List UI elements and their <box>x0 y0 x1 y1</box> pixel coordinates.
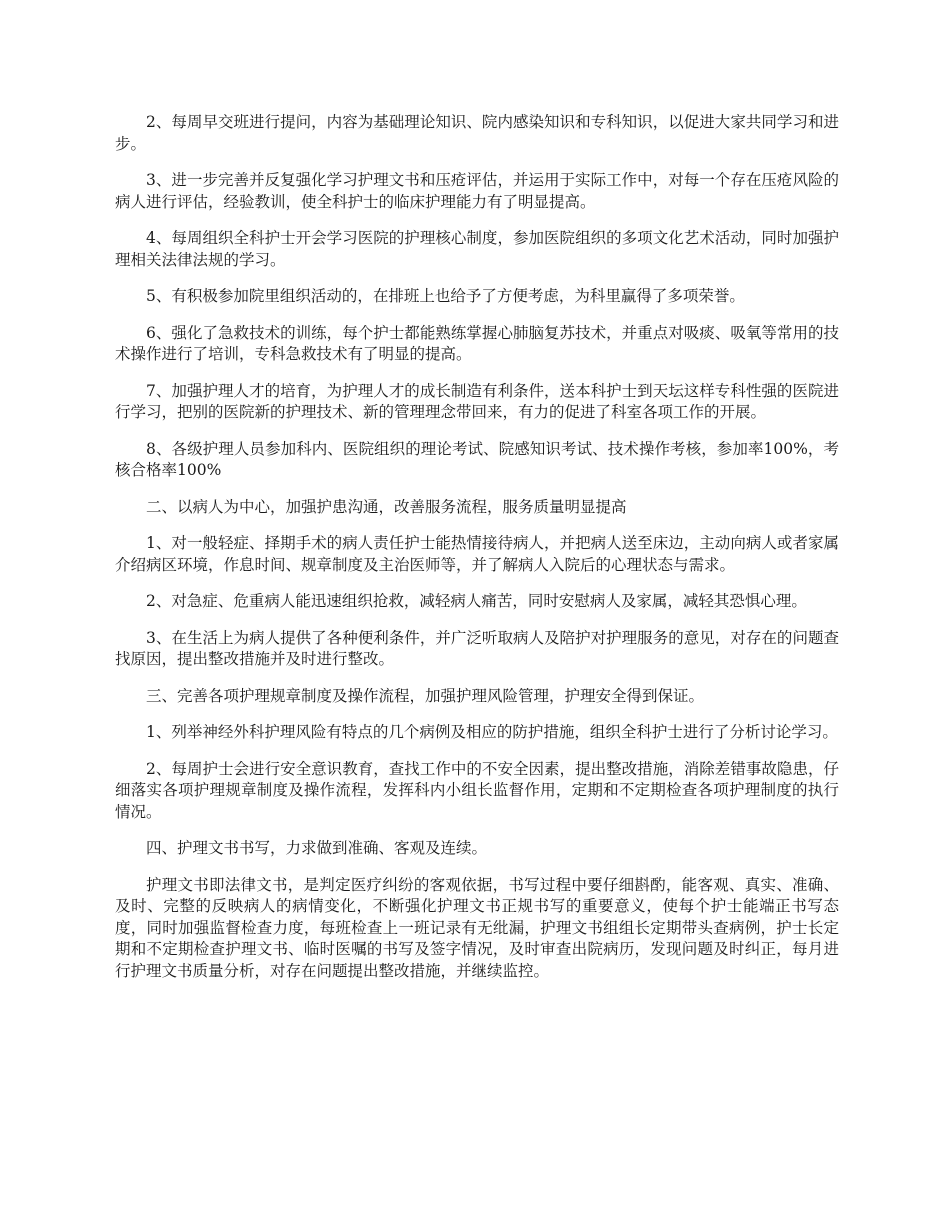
paragraph-risk-case-discussion: 1、列举神经外科护理风险有特点的几个病例及相应的防护措施，组织全科护士进行了分析讨论学习。 <box>146 723 838 741</box>
paragraph-weekly-questions: 2、每周早交班进行提问，内容为基础理论知识、院内感染知识和专科知识，以促进大家共同学习和进步。 <box>115 113 839 153</box>
paragraph-activities-honors: 5、有积极参加院里组织活动的，在排班上也给予了方便考虑，为科里赢得了多项荣誉。 <box>146 287 745 305</box>
section-heading-nursing-documents: 四、护理文书书写，力求做到准确、客观及连续。 <box>146 839 488 857</box>
paragraph-pressure-ulcer-assessment: 3、进一步完善并反复强化学习护理文书和压疮评估，并运用于实际工作中，对每一个存在压疮风险的病人进行评估，经验教训，使全科护士的临床护理能力有了明显提高。 <box>115 171 839 211</box>
paragraph-safety-education: 2、每周护士会进行安全意识教育，查找工作中的不安全因素，提出整改措施，消除差错事故隐患，仔细落实各项护理规章制度及操作流程，发挥科内小组长监督作用，定期和不定期检查各项护理制度的执行情况。 <box>115 759 839 821</box>
paragraph-exam-results: 8、各级护理人员参加科内、医院组织的理论考试、院感知识考试、技术操作考核，参加率100%，考核合格率100% <box>115 439 839 479</box>
paragraph-critical-patients: 2、对急症、危重病人能迅速组织抢救，减轻病人痛苦，同时安慰病人及家属，减轻其恐惧心理。 <box>146 592 807 610</box>
paragraph-document-quality: 护理文书即法律文书，是判定医疗纠纷的客观依据，书写过程中要仔细斟酌，能客观、真实、准确、及时、完整的反映病人的病情变化，不断强化护理文书正规书写的重要意义，使每个护士能端正书写态度，同时加强监督检查力度，每班检查上一班记录有无纰漏，护理文书组组长定期带头查病例，护士长定期和不定期检查护理文书、临时医嘱的书写及签字情况，及时审查出院病历，发现问题及时纠正，每月进行护理文书质量分析，对存在问题提出整改措施，并继续监控。 <box>115 875 839 980</box>
document-body <box>115 112 839 997</box>
paragraph-convenience-feedback: 3、在生活上为病人提供了各种便利条件，并广泛听取病人及陪护对护理服务的意见，对存在的问题查找原因，提出整改措施并及时进行整改。 <box>115 628 839 668</box>
paragraph-emergency-training: 6、强化了急救技术的训练，每个护士都能熟练掌握心肺脑复苏技术，并重点对吸痰、吸氧等常用的技术操作进行了培训，专科急救技术有了明显的提高。 <box>115 323 839 363</box>
paragraph-talent-cultivation: 7、加强护理人才的培育，为护理人才的成长制造有利条件，送本科护士到天坛这样专科性强的医院进行学习，把别的医院新的护理技术、新的管理理念带回来，有力的促进了科室各项工作的开展。 <box>115 381 839 421</box>
paragraph-core-system-study: 4、每周组织全科护士开会学习医院的护理核心制度，参加医院组织的多项文化艺术活动，同时加强护理相关法律法规的学习。 <box>115 229 839 269</box>
section-heading-patient-centered: 二、以病人为中心，加强护患沟通，改善服务流程，服务质量明显提高 <box>146 497 627 516</box>
section-heading-rules-risk-management: 三、完善各项护理规章制度及操作流程，加强护理风险管理，护理安全得到保证。 <box>146 686 705 705</box>
paragraph-mild-cases-reception: 1、对一般轻症、择期手术的病人责任护士能热情接待病人，并把病人送至床边，主动向病人或者家属介绍病区环境，作息时间、规章制度及主治医师等，并了解病人入院后的心理状态与需求。 <box>115 534 839 574</box>
